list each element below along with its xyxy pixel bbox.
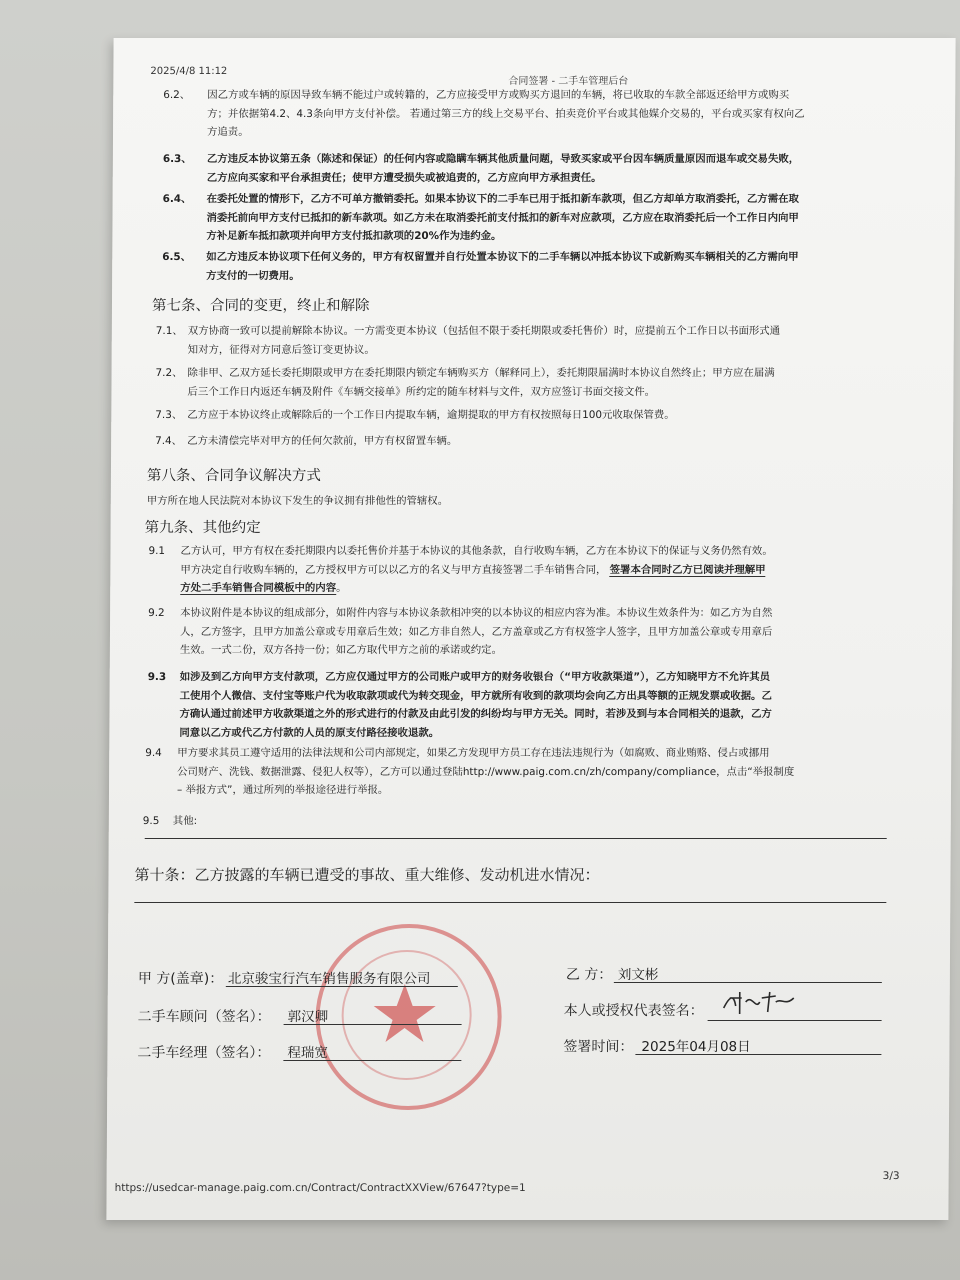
representative-label: 本人或授权代表签名： [563,1003,704,1019]
clause-line: 同意以乙方或代乙方付款的人员的原支付路径接收退款。 [179,726,440,739]
clause-line: 双方协商一致可以提前解除本协议。一方需变更本协议（包括但不限于委托期限或委托售价）时，应提前五个工作日以书面形式通 [187,325,781,337]
clause-number: 7.4、 [155,435,183,447]
clause-line: 在委托处置的情形下，乙方不可单方撤销委托。如果本协议下的二手车已用于抵扣新车款项，但乙方却单方取消委托，乙方需在取 [206,193,799,205]
clause-number: 6.2、 [163,89,191,101]
clause-line: 乙方未清偿完毕对甲方的任何欠款前，甲方有权留置车辆。 [187,435,458,447]
clause-9-2 [148,604,928,664]
article-7-title: 第七条、合同的变更，终止和解除 [151,298,370,314]
clause-line: 工使用个人微信、支付宝等账户代为收取款项或代为转交现金，甲方就所有收到的款项均会向乙方出具等额的正规发票或收据。乙 [179,689,772,702]
advisor-line [284,1024,462,1025]
clause-line: 公司财产、洗钱、数据泄露、侵犯人权等），乙方可以通过登陆http://www.paig.com.cn/zh/company/compliance，点击“举报制度 [177,765,795,778]
article-8-title: 第八条、合同争议解决方式 [146,468,321,484]
clause-line: – 举报方式”，通过所列的举报途径进行举报。 [176,784,389,796]
clause-number: 6.3、 [162,153,192,165]
footer-url: https://usedcar-manage.paig.com.cn/Contract/ContractXXView/67647?type=1 [114,1182,526,1194]
clause-line: 如乙方违反本协议项下任何义务的，甲方有权留置并自行处置本协议下的二手车辆以冲抵本协议下或新购买车辆相关的乙方需向甲 [206,251,799,263]
clause-line: 本协议附件是本协议的组成部分，如附件内容与本协议条款相冲突的以本协议的相应内容为准。本协议生效条件为：如乙方为自然 [180,607,773,619]
clause-number: 7.1、 [155,325,183,337]
representative-line [708,1020,882,1021]
clause-line: 知对方，征得对方同意后签订变更协议。 [187,343,375,356]
clause-line [180,561,772,580]
party-b-label: 乙 方： [565,967,613,983]
party-a-value: 北京骏宝行汽车销售服务有限公司 [227,971,431,987]
clause-line: 甲方要求其员工遵守适用的法律法规和公司内部规定，如果乙方发现甲方员工存在违法违规行为（如腐败、商业贿赂、侵占或挪用 [177,747,770,759]
clause-number: 9.1 [148,545,166,557]
print-datetime: 2025/4/8 11:12 [150,66,228,77]
clause-line: 除非甲、乙双方延长委托期限或甲方在委托期限内锁定车辆购买方（解释同上），委托期限届满时本协议自然终止；甲方应在届满 [187,367,775,379]
sign-time-value: 2025年04月08日 [641,1039,751,1055]
clause-line: 人，乙方签字，且甲方加盖公章或专用章后生效；如乙方非自然人，乙方盖章或乙方有权签字人签字，且甲方加盖公章或专用章后 [179,625,773,638]
page-header-title: 合同签署 - 二手车管理后台 [508,76,629,87]
clause-line: 如涉及到乙方向甲方支付款项，乙方应仅通过甲方的公司账户或甲方的财务收银台（“甲方收款渠道”），乙方知晓甲方不允许其员 [179,671,771,683]
clause-line: 方支付的一切费用。 [206,269,300,282]
party-a-label: 甲 方(盖章)： [137,971,224,987]
company-seal [315,924,502,1110]
party-b-line [614,982,882,983]
clause-line [180,579,772,598]
clause-number: 9.3 [147,671,167,683]
clause-number: 6.5、 [162,251,192,263]
party-b-value: 刘文彬 [617,967,659,983]
clause-6-3 [163,150,923,190]
clause-emphasis: 方处二手车销售合同模板中的内容 [180,582,337,594]
article-10-title: 第十条：乙方披露的车辆已遭受的事故、重大维修、发动机进水情况： [134,866,600,884]
clause-6-2 [163,86,923,146]
clause-9-5 [143,812,343,832]
advisor-value: 郭汉卿 [287,1009,329,1025]
manager-value: 程瑞宽 [287,1045,328,1061]
clause-line: 乙方认可，甲方有权在委托期限内以委托售价并基于本协议的其他条款，自行收购车辆，乙方在本协议下的保证与义务仍然有效。 [180,545,773,557]
article-8-text: 甲方所在地人民法院对本协议下发生的争议拥有排他性的管辖权。 [146,495,449,507]
clause-line: 方追责。 [206,126,249,138]
clause-number: 6.4、 [162,193,192,205]
clause-7-1 [156,322,926,362]
clause-line: 后三个工作日内返还车辆及附件《车辆交接单》所约定的随车材料与文件，双方应签订书面交接文件。 [187,385,656,398]
clause-6-4 [162,190,922,250]
manager-line [283,1060,461,1061]
article-10-line [134,902,886,903]
clause-line: 乙方违反本协议第五条（陈述和保证）的任何内容或隐瞒车辆其他质量问题，导致买家或平台因车辆质量原因而退车或交易失败， [206,153,800,165]
clause-line: 方确认通过前述甲方收款渠道之外的形式进行的付款及由此引发的纠纷均与甲方无关。同时，若涉及到与本合同相关的退款，乙方 [179,708,772,720]
clause-line: 乙方应向买家和平台承担责任；使甲方遭受损失或被追责的，乙方应向甲方承担责任。 [206,171,602,184]
clause-line: 方补足新车抵扣款项并向甲方支付抵扣款项的20%作为违约金。 [206,230,502,242]
clause-6-5 [162,248,922,288]
clause-7-2 [155,364,925,404]
handwritten-signature [720,988,800,1018]
clause-text: 。 [336,582,347,594]
advisor-label: 二手车顾问（签名）： [137,1009,271,1025]
clause-number: 7.3、 [155,409,183,421]
page-number: 3/3 [882,1170,900,1182]
clause-line: 生效。一式二份，双方各持一份；如乙方取代甲方之前的承诺或约定。 [179,644,503,656]
clause-number: 9.5 [142,815,160,827]
sign-time-label: 签署时间： [563,1039,634,1055]
clause-line: 乙方应于本协议终止或解除后的一个工作日内提取车辆，逾期提取的甲方有权按照每日100元收取保管费。 [187,409,675,421]
manager-label: 二手车经理（签名）： [137,1045,271,1061]
clause-9-3 [147,668,927,748]
clause-number: 9.4 [145,747,162,759]
contract-page [106,38,955,1220]
clause-7-4 [155,432,925,452]
clause-line: 方；并依据第4.2、4.3条向甲方支付补偿。 若通过第三方的线上交易平台、拍卖竞价平台或其他媒介交易的，平台或买家有权向乙 [207,107,805,120]
clause-9-4 [145,744,927,804]
clause-line: 因乙方或车辆的原因导致车辆不能过户或转籍的，乙方应接受甲方或购买方退回的车辆，将已收取的车款全部返还给甲方或购买 [207,89,790,101]
clause-7-3 [155,406,925,426]
other-label: 其他: [172,815,198,827]
clause-text: 甲方决定自行收购车辆的，乙方授权甲方可以以乙方的名义与甲方直接签署二手车销售合同， [180,563,607,576]
party-a-line [226,986,458,987]
clause-emphasis: 签署本合同时乙方已阅读并理解甲 [609,563,766,576]
seal-star-icon [315,924,494,1102]
sign-time-line [635,1054,881,1055]
clause-number: 7.2、 [155,367,183,379]
clause-9-1 [148,542,928,602]
clause-number: 9.2 [148,607,165,619]
clause-line: 消委托前向甲方支付已抵扣的新车款项。如乙方未在取消委托前支付抵扣的新车对应款项，乙方应在取消委托后一个工作日内向甲 [206,211,799,224]
article-9-title: 第九条、其他约定 [144,520,261,536]
other-field-line [145,838,887,839]
